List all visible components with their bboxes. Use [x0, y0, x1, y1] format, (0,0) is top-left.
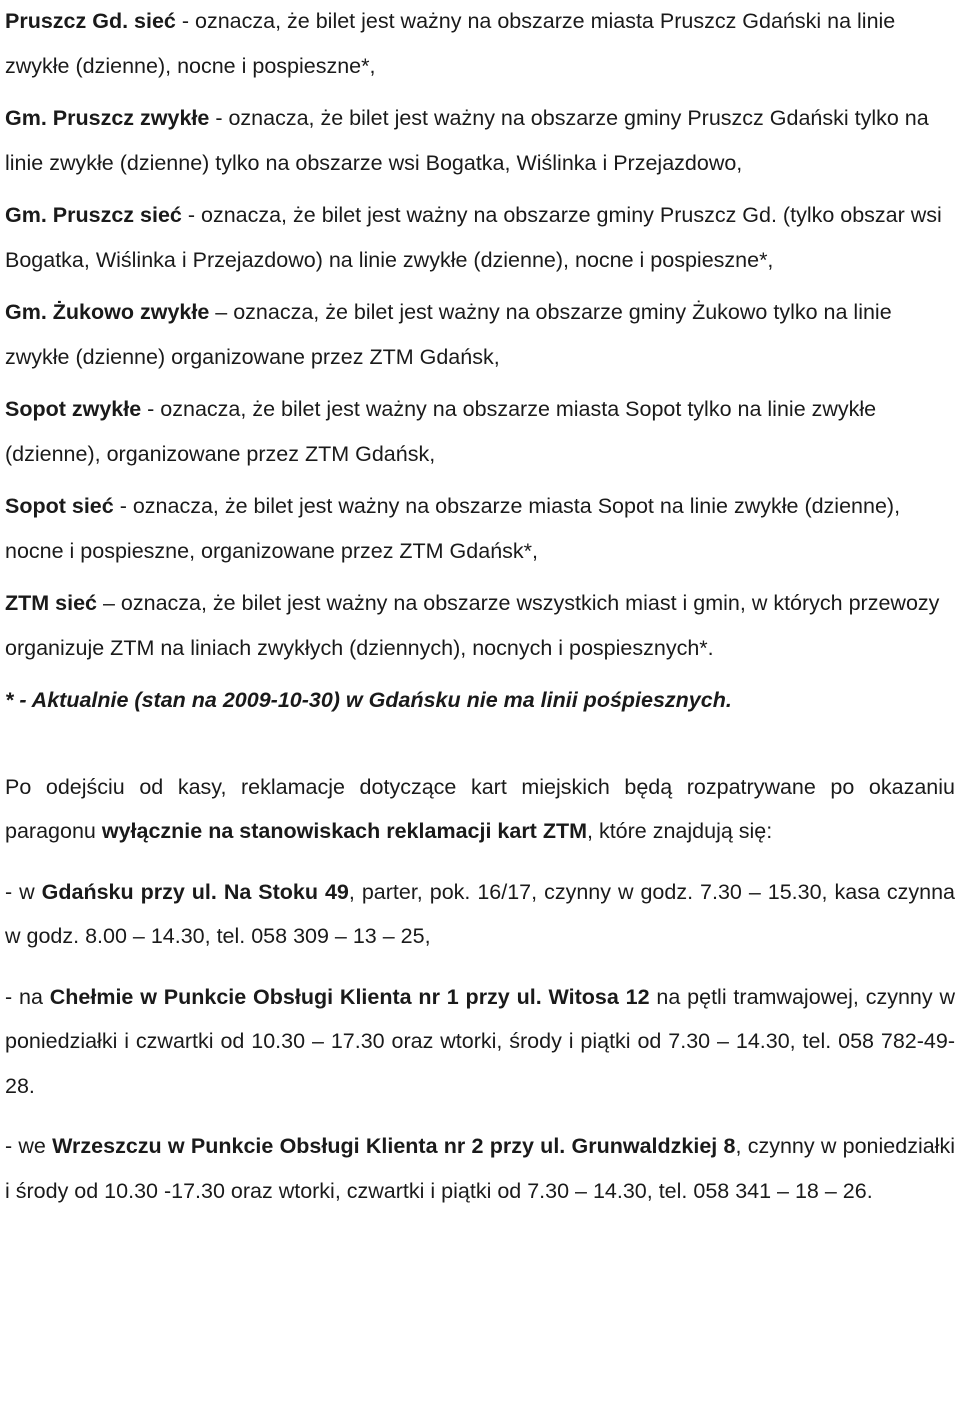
zone-term: Pruszcz Gd. sieć: [5, 9, 176, 33]
document-page: [5, 0, 955, 1213]
zone-description: - oznacza, że bilet jest ważny na obszarze gminy Pruszcz Gd. (tylko obszar wsi Bogatka, Wiślinka i Przejazdowo) na linie zwykłe (dzienne), nocne i pospieszne*,: [5, 203, 942, 272]
zone-description: – oznacza, że bilet jest ważny na obszarze wszystkich miast i gmin, w których przewozy organizuje ZTM na liniach zwykłych (dziennych), nocnych i pospiesznych*.: [5, 591, 940, 660]
zone-description: - oznacza, że bilet jest ważny na obszarze miasta Sopot tylko na linie zwykłe (dzienne), organizowane przez ZTM Gdańsk,: [5, 397, 877, 466]
complaints-intro-text: Po odejściu od kasy, reklamacje dotyczące kart miejskich będą rozpatrywane po okazaniu paragonu: [5, 774, 955, 843]
location-space: [542, 985, 549, 1009]
zone-definition-gm-pruszcz-siec: [5, 193, 955, 282]
zone-description: - oznacza, że bilet jest ważny na obszarze miasta Sopot na linie zwykłe (dzienne), nocne i pospieszne, organizowane przez ZTM Gdańsk*,: [5, 494, 901, 563]
complaints-intro-emphasis: wyłącznie na stanowiskach reklamacji kart ZTM: [101, 819, 587, 843]
location-place: Chełmie w Punkcie Obsługi Klienta nr 1 przy ul.: [49, 984, 542, 1009]
location-place: Wrzeszczu w Punkcie Obsługi Klienta nr 2 przy ul.: [52, 1134, 566, 1158]
zone-term: Sopot zwykłe: [5, 397, 142, 421]
zone-term: Gm. Żukowo zwykłe: [5, 300, 210, 324]
location-details: , czynny w poniedziałki i środy od 10.30 -17.30 oraz wtorki, czwartki i piątki od 7.30 – 14.30, tel. 058 341 – 18 – 26.: [5, 1134, 955, 1203]
location-street: Na Stoku 49: [223, 879, 349, 904]
location-place: Gdańsku przy ul.: [41, 879, 217, 904]
zone-description: - oznacza, że bilet jest ważny na obszarze gminy Pruszcz Gdański tylko na linie zwykłe (dzienne) tylko na obszarze wsi Bogatka, Wiślinka i Przejazdowo,: [5, 106, 929, 175]
zone-definition-sopot-zwykle: [5, 387, 955, 476]
location-wrzeszcz: [5, 1124, 955, 1213]
zone-term: Sopot sieć: [5, 494, 114, 518]
complaints-intro-text-end: , które znajdują się:: [587, 819, 773, 843]
location-chelm: [5, 975, 955, 1109]
zone-definition-pruszcz-siec: [5, 0, 955, 88]
complaints-intro: [5, 765, 955, 854]
location-details: na pętli tramwajowej, czynny w poniedziałki i czwartki od 10.30 – 17.30 oraz wtorki, środy i piątki od 7.30 – 14.30, tel. 058 782-49-28.: [5, 984, 955, 1098]
zone-term: Gm. Pruszcz sieć: [5, 203, 182, 227]
location-prefix: - w: [5, 879, 42, 904]
location-prefix: - we: [5, 1134, 53, 1158]
zone-term: Gm. Pruszcz zwykłe: [5, 106, 210, 130]
zone-definition-gm-pruszcz-zwykle: [5, 96, 955, 185]
zone-term: ZTM sieć: [5, 591, 97, 615]
zone-description: – oznacza, że bilet jest ważny na obszarze gminy Żukowo tylko na linie zwykłe (dzienne) organizowane przez ZTM Gdańsk,: [5, 300, 892, 369]
zone-description: - oznacza, że bilet jest ważny na obszarze miasta Pruszcz Gdański na linie zwykłe (dzienne), nocne i pospieszne*,: [5, 9, 896, 78]
zone-definition-sopot-siec: [5, 484, 955, 573]
location-prefix: - na: [5, 984, 50, 1009]
zone-definition-ztm-siec: [5, 581, 955, 670]
location-gdansk: [5, 870, 955, 959]
footnote: * - Aktualnie (stan na 2009-10-30) w Gdańsku nie ma linii pośpiesznych.: [5, 688, 732, 712]
location-details: , parter, pok. 16/17, czynny w godz. 7.30 – 15.30, kasa czynna w godz. 8.00 – 14.30, tel. 058 309 – 13 – 25,: [5, 879, 955, 948]
location-street: Witosa 12: [548, 984, 650, 1009]
location-space: [217, 880, 224, 904]
zone-definition-gm-zukowo-zwykle: [5, 290, 955, 379]
location-street: Grunwaldzkiej 8: [571, 1134, 736, 1158]
